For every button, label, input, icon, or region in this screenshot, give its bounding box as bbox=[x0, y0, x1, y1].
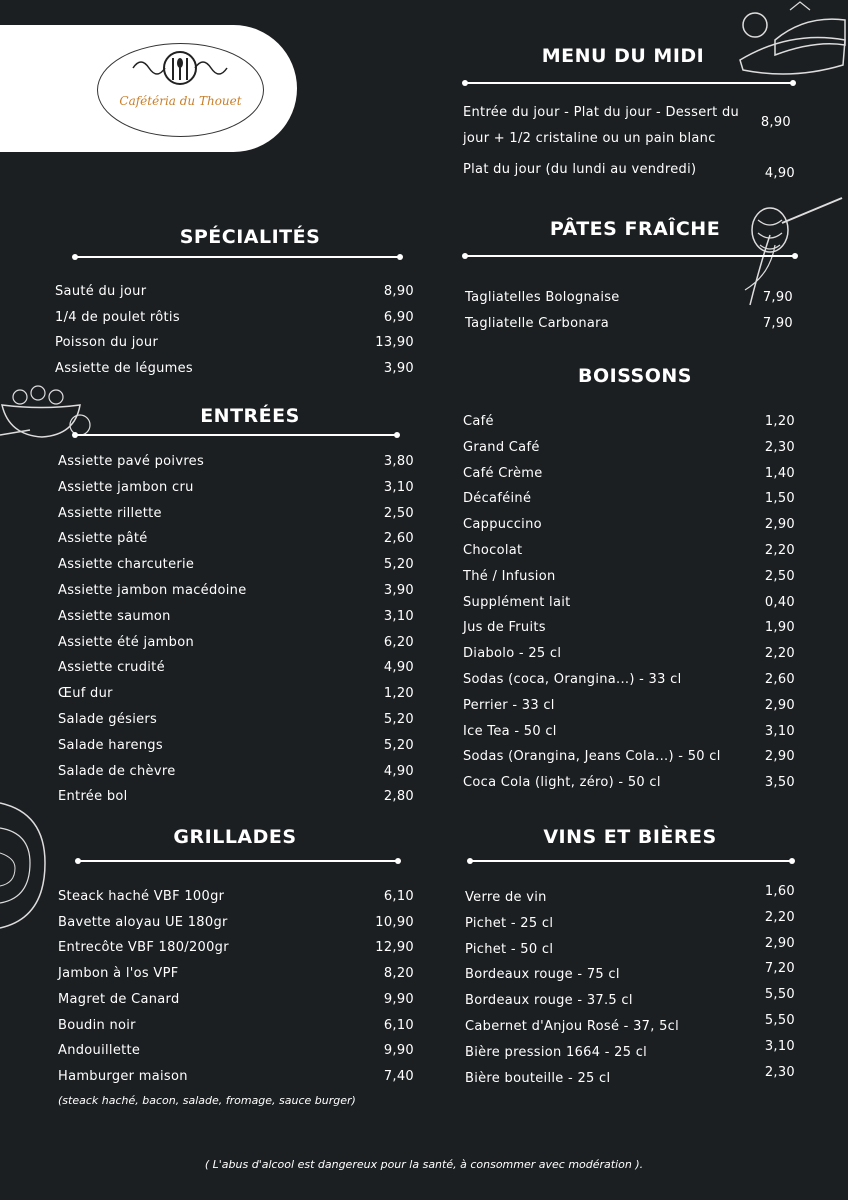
boissons-item-price: 2,20 bbox=[764, 646, 795, 662]
vins-item-name: Pichet - 25 cl bbox=[465, 915, 554, 931]
vins-item-price: 7,20 bbox=[764, 961, 795, 977]
vins-item-name: Bière pression 1664 - 25 cl bbox=[465, 1044, 648, 1060]
entrees-item-name: Assiette saumon bbox=[58, 608, 171, 624]
grillades-item-name: Hamburger maison bbox=[58, 1068, 188, 1084]
grillades-item-name: Entrecôte VBF 180/200gr bbox=[58, 940, 229, 956]
boissons-item-name: Café Crème bbox=[463, 465, 543, 481]
specialites-item-price: 13,90 bbox=[375, 335, 414, 350]
boissons-item-price: 2,50 bbox=[764, 568, 795, 584]
entrees-item-name: Assiette pavé poivres bbox=[58, 454, 205, 469]
entrees-item-name: Assiette charcuterie bbox=[58, 557, 195, 573]
specialites-divider bbox=[75, 256, 400, 258]
grillades-item-price: 6,10 bbox=[383, 1017, 414, 1033]
vins-item-price: 5,50 bbox=[764, 987, 795, 1003]
entrees-item-price: 4,90 bbox=[383, 763, 414, 779]
grillades-item-name: Andouillette bbox=[58, 1043, 141, 1059]
boissons-item-price: 1,50 bbox=[764, 491, 795, 507]
pates-title: PÂTES FRAÎCHE bbox=[549, 218, 721, 240]
entrees-item-name: Assiette jambon cru bbox=[58, 479, 194, 495]
boissons-item-name: Décaféiné bbox=[463, 491, 532, 507]
entrees-divider bbox=[75, 434, 397, 436]
boissons-item-price: 3,50 bbox=[764, 775, 795, 791]
entrees-item-name: Salade de chèvre bbox=[58, 763, 176, 779]
entrees-item-price: 3,90 bbox=[383, 583, 414, 598]
entrees-item-price: 3,10 bbox=[383, 608, 414, 624]
footer-note: ( L'abus d'alcool est dangereux pour la santé, à consommer avec modération ). bbox=[204, 1158, 644, 1171]
specialites-item-name: 1/4 de poulet rôtis bbox=[55, 309, 180, 325]
grillades-note: (steack haché, bacon, salade, fromage, sauce burger) bbox=[58, 1094, 356, 1107]
boissons-item-name: Sodas (Orangina, Jeans Cola...) - 50 cl bbox=[463, 749, 721, 765]
entrees-item-price: 2,60 bbox=[383, 531, 414, 547]
entrees-item-price: 2,50 bbox=[383, 505, 414, 521]
boissons-item-name: Cappuccino bbox=[463, 517, 542, 533]
entrees-item-name: Assiette rillette bbox=[58, 505, 162, 521]
grillades-item-price: 6,10 bbox=[383, 889, 414, 904]
boissons-item-name: Perrier - 33 cl bbox=[463, 697, 555, 713]
grillades-item-price: 12,90 bbox=[375, 940, 414, 956]
boissons-item-name: Supplément lait bbox=[463, 594, 571, 610]
vins-item-price: 2,20 bbox=[764, 909, 795, 925]
boissons-item-price: 2,90 bbox=[764, 749, 795, 765]
boissons-item-price: 1,90 bbox=[764, 620, 795, 636]
boissons-item-name: Thé / Infusion bbox=[463, 568, 556, 584]
boissons-item-name: Ice Tea - 50 cl bbox=[463, 723, 557, 739]
menu-midi-item-1-line2: jour + 1/2 cristaline ou un pain blanc bbox=[463, 131, 716, 146]
entrees-item-name: Assiette été jambon bbox=[58, 634, 194, 650]
cabbage-doodle-icon bbox=[0, 798, 50, 933]
grillades-divider bbox=[78, 860, 398, 862]
entrees-item-name: Assiette jambon macédoine bbox=[58, 583, 247, 598]
menu-midi-title: MENU DU MIDI bbox=[541, 45, 705, 67]
bread-board-doodle-icon bbox=[735, 0, 848, 88]
vins-item-name: Pichet - 50 cl bbox=[465, 941, 554, 957]
entrees-item-price: 2,80 bbox=[383, 789, 414, 805]
grillades-item-name: Boudin noir bbox=[58, 1017, 136, 1033]
vins-item-price: 2,30 bbox=[764, 1064, 795, 1080]
boissons-item-price: 2,60 bbox=[764, 672, 795, 687]
grillades-item-name: Steack haché VBF 100gr bbox=[58, 889, 225, 904]
boissons-item-price: 2,90 bbox=[764, 517, 795, 533]
grillades-item-price: 8,20 bbox=[383, 966, 414, 982]
menu-midi-divider bbox=[465, 82, 793, 84]
pates-item-name: Tagliatelle Carbonara bbox=[465, 316, 610, 331]
vins-item-price: 2,90 bbox=[764, 935, 795, 951]
menu-midi-item-1-price: 8,90 bbox=[760, 115, 791, 130]
vins-item-price: 1,60 bbox=[764, 884, 795, 899]
grillades-item-name: Jambon à l'os VPF bbox=[58, 966, 179, 982]
vins-item-price: 5,50 bbox=[764, 1013, 795, 1028]
menu-midi-item-1-line1: Entrée du jour - Plat du jour - Dessert du bbox=[463, 105, 740, 120]
entrees-item-price: 4,90 bbox=[383, 660, 414, 676]
vins-item-name: Cabernet d'Anjou Rosé - 37, 5cl bbox=[465, 1019, 680, 1034]
boissons-item-price: 1,20 bbox=[764, 414, 795, 429]
grillades-item-name: Magret de Canard bbox=[58, 991, 180, 1007]
specialites-item-price: 3,90 bbox=[383, 360, 414, 376]
entrees-item-price: 3,10 bbox=[383, 479, 414, 495]
boissons-item-price: 3,10 bbox=[764, 723, 795, 739]
boissons-item-price: 2,20 bbox=[764, 543, 795, 558]
specialites-item-name: Sauté du jour bbox=[55, 284, 147, 299]
vins-divider bbox=[470, 860, 792, 862]
entrees-item-name: Entrée bol bbox=[58, 789, 128, 805]
grillades-item-price: 7,40 bbox=[383, 1068, 414, 1084]
boissons-item-name: Grand Café bbox=[463, 439, 540, 455]
logo-name: Cafétéria du Thouet bbox=[119, 94, 242, 108]
specialites-item-name: Assiette de légumes bbox=[55, 360, 193, 376]
entrees-item-price: 1,20 bbox=[383, 686, 414, 702]
vins-item-name: Bière bouteille - 25 cl bbox=[465, 1070, 611, 1086]
pates-item-price: 7,90 bbox=[762, 290, 793, 305]
salad-bowl-doodle-icon bbox=[0, 385, 95, 445]
boissons-item-name: Jus de Fruits bbox=[463, 620, 546, 636]
menu-midi-item-2-price: 4,90 bbox=[764, 166, 795, 181]
pates-item-name: Tagliatelles Bolognaise bbox=[465, 290, 620, 305]
entrees-item-name: Salade gésiers bbox=[58, 712, 158, 727]
boissons-item-name: Chocolat bbox=[463, 543, 523, 558]
boissons-title: BOISSONS bbox=[578, 365, 692, 387]
entrees-item-price: 5,20 bbox=[383, 737, 414, 753]
vins-item-name: Bordeaux rouge - 37.5 cl bbox=[465, 993, 633, 1009]
grillades-item-price: 9,90 bbox=[383, 991, 414, 1007]
specialites-item-price: 8,90 bbox=[383, 284, 414, 299]
vins-item-price: 3,10 bbox=[764, 1038, 795, 1054]
entrees-title: ENTRÉES bbox=[200, 405, 300, 427]
entrees-item-name: Assiette crudité bbox=[58, 660, 165, 676]
vins-item-name: Verre de vin bbox=[465, 890, 547, 905]
specialites-title: SPÉCIALITÉS bbox=[179, 226, 321, 248]
boissons-item-name: Café bbox=[463, 414, 494, 429]
pates-divider bbox=[465, 255, 795, 257]
entrees-item-name: Assiette pâté bbox=[58, 531, 148, 547]
vins-item-name: Bordeaux rouge - 75 cl bbox=[465, 967, 620, 983]
boissons-item-price: 2,30 bbox=[764, 439, 795, 455]
specialites-item-name: Poisson du jour bbox=[55, 335, 159, 350]
boissons-item-name: Sodas (coca, Orangina...) - 33 cl bbox=[463, 672, 682, 687]
entrees-item-name: Œuf dur bbox=[58, 686, 113, 702]
boissons-item-price: 0,40 bbox=[764, 594, 795, 610]
grillades-title: GRILLADES bbox=[173, 826, 297, 848]
entrees-item-price: 5,20 bbox=[383, 557, 414, 573]
vins-title: VINS ET BIÈRES bbox=[543, 826, 717, 848]
boissons-item-name: Diabolo - 25 cl bbox=[463, 646, 562, 662]
menu-midi-item-2-name: Plat du jour (du lundi au vendredi) bbox=[463, 162, 697, 177]
grillades-item-name: Bavette aloyau UE 180gr bbox=[58, 914, 228, 930]
cutlery-logo-icon bbox=[125, 50, 235, 86]
entrees-item-price: 6,20 bbox=[383, 634, 414, 650]
entrees-item-price: 3,80 bbox=[383, 454, 414, 469]
grillades-item-price: 9,90 bbox=[383, 1043, 414, 1059]
entrees-item-price: 5,20 bbox=[383, 712, 414, 727]
boissons-item-price: 1,40 bbox=[764, 465, 795, 481]
pates-item-price: 7,90 bbox=[762, 316, 793, 331]
specialites-item-price: 6,90 bbox=[383, 309, 414, 325]
boissons-item-price: 2,90 bbox=[764, 697, 795, 713]
grillades-item-price: 10,90 bbox=[375, 914, 414, 930]
entrees-item-name: Salade harengs bbox=[58, 737, 163, 753]
boissons-item-name: Coca Cola (light, zéro) - 50 cl bbox=[463, 775, 661, 791]
